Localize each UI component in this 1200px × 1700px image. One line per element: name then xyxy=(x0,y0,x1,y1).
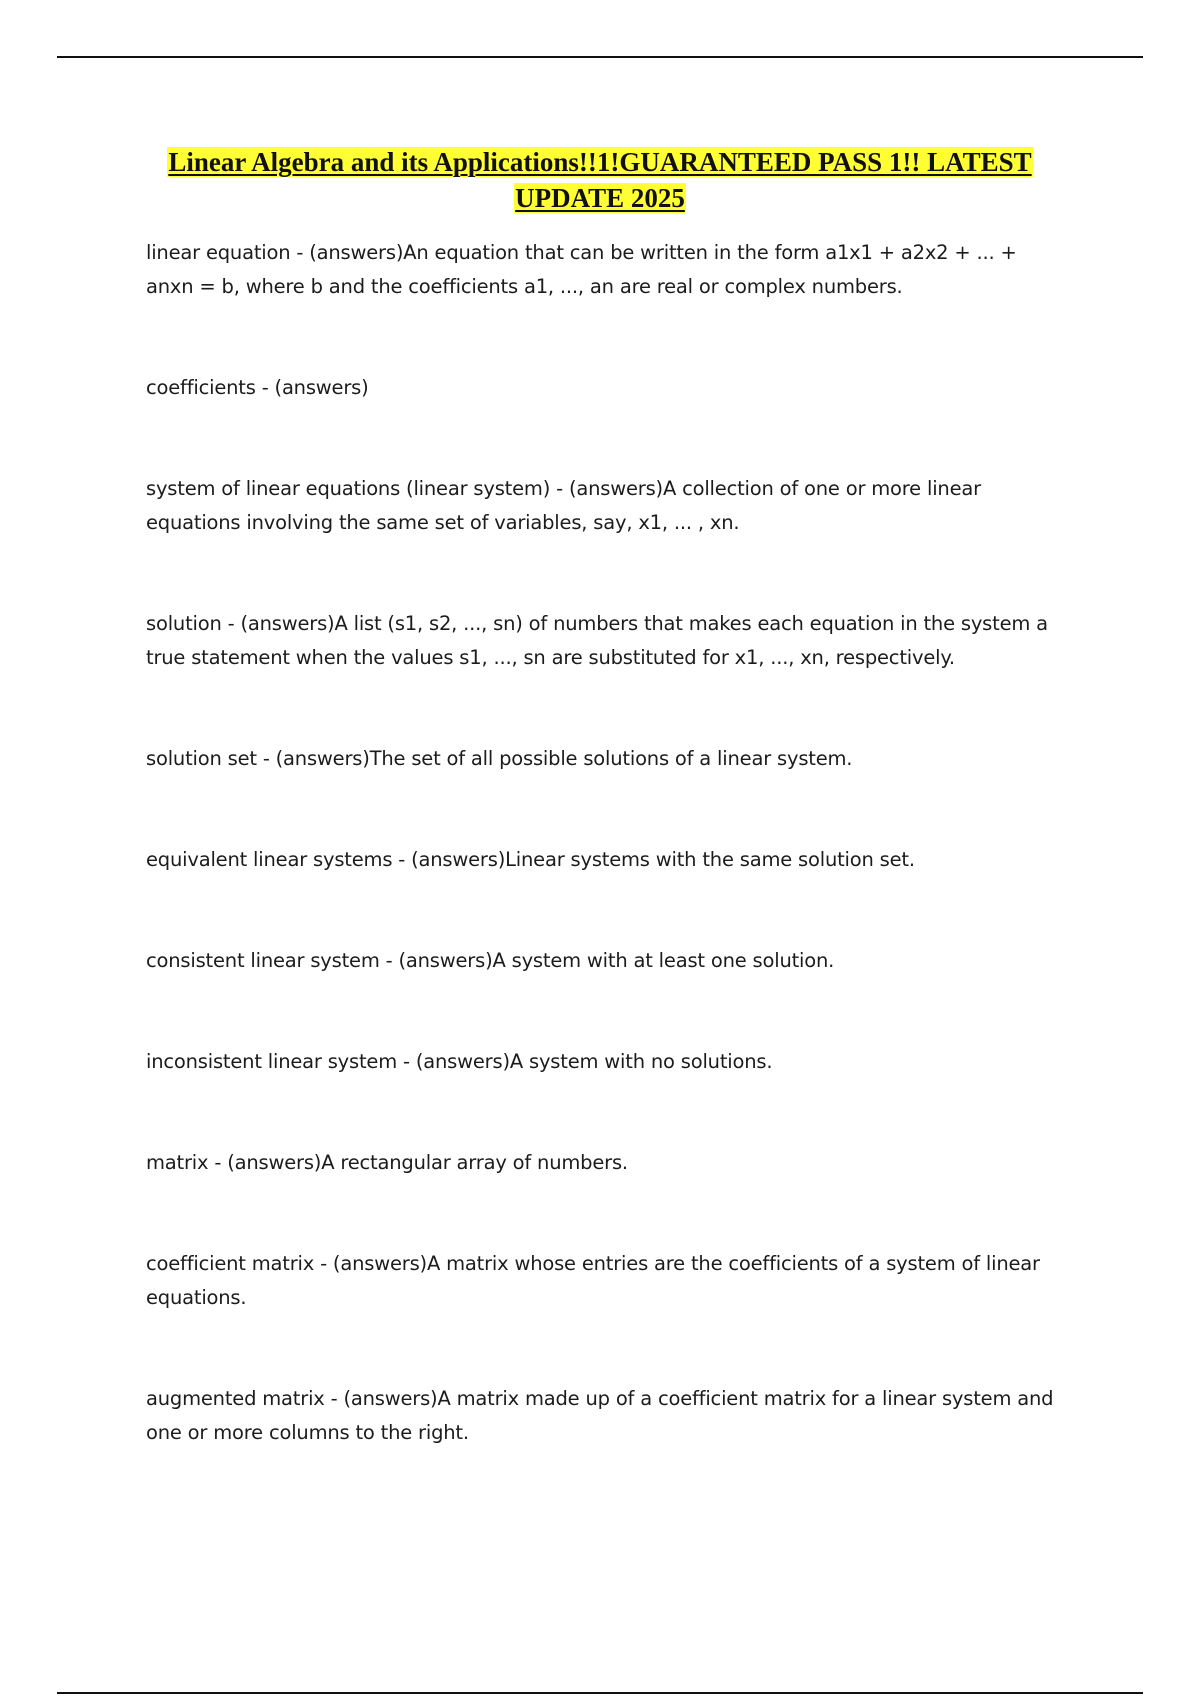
glossary-entry: consistent linear system - (answers)A system with at least one solution. xyxy=(146,949,835,972)
glossary-entry: matrix - (answers)A rectangular array of numbers. xyxy=(146,1151,628,1174)
glossary-entry: coefficients - (answers) xyxy=(146,376,369,399)
glossary-entry: linear equation - (answers)An equation that can be written in the form a1x1 + a2x2 + ... + anxn = b, where b and the coefficients a1, ..., an are real or complex numbers. xyxy=(146,241,1017,298)
glossary-entry: equivalent linear systems - (answers)Linear systems with the same solution set. xyxy=(146,848,915,871)
top-rule xyxy=(57,56,1143,58)
title-line-2: UPDATE 2025 xyxy=(515,183,685,213)
title-line-1: Linear Algebra and its Applications!!1!GUARANTEED PASS 1!! LATEST xyxy=(168,147,1032,177)
glossary-entry: augmented matrix - (answers)A matrix made up of a coefficient matrix for a linear system and one or more columns to the right. xyxy=(146,1387,1054,1444)
glossary-entry: solution set - (answers)The set of all possible solutions of a linear system. xyxy=(146,747,853,770)
glossary-entry: coefficient matrix - (answers)A matrix whose entries are the coefficients of a system of linear equations. xyxy=(146,1252,1040,1309)
glossary-entry: inconsistent linear system - (answers)A system with no solutions. xyxy=(146,1050,773,1073)
glossary-list xyxy=(146,236,1066,1517)
glossary-entry: solution - (answers)A list (s1, s2, ..., sn) of numbers that makes each equation in the system a true statement when the values s1, ..., sn are substituted for x1, ..., xn, respectively. xyxy=(146,612,1048,669)
document-title xyxy=(120,144,1080,216)
glossary-entry: system of linear equations (linear system) - (answers)A collection of one or more linear equations involving the same set of variables, say, x1, ... , xn. xyxy=(146,477,981,534)
bottom-rule xyxy=(57,1692,1143,1694)
